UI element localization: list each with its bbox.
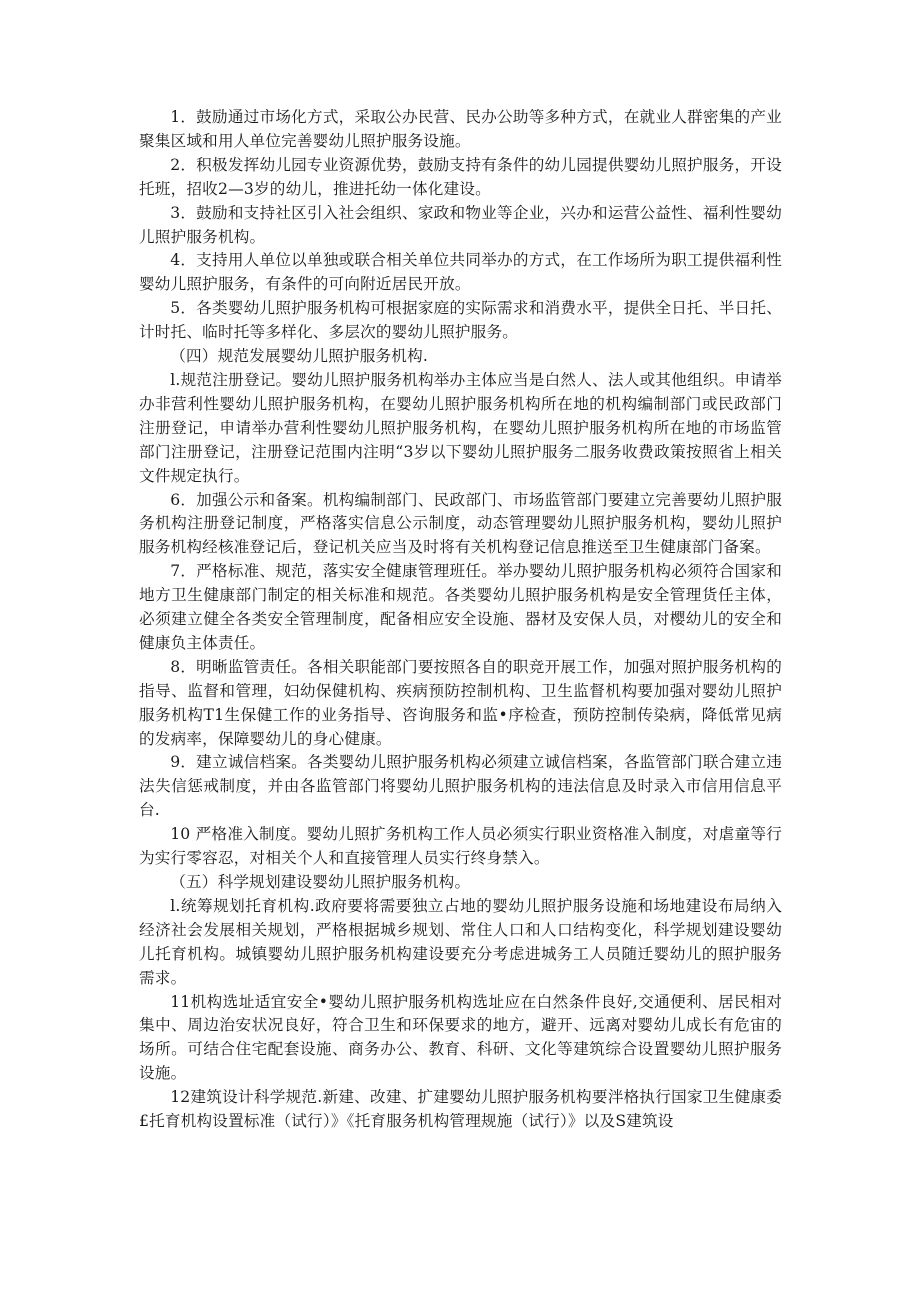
paragraph: 1．鼓励通过市场化方式，采取公办民营、民办公助等多种方式，在就业人群密集的产业聚集区域和用人单位完善婴幼儿照护服务设施。	[139, 108, 782, 150]
paragraph: 6．加强公示和备案。机构编制部门、民政部门、市场监管部门要建立完善要幼儿照护服务机构注册登记制度，严格落实信息公示制度，动态管理婴幼儿照护服务机构，婴幼儿照护服务机构经核准登记后，登记机关应当及时将有关机构登记信息推送至卫生健康部门备案。	[139, 490, 782, 557]
paragraph: 8．明晰监管责任。各相关职能部门要按照各自的职竞开展工作，加强对照护服务机构的指导、监督和管理，妇幼保健机构、疾病预防控制机构、卫生监督机构要加强对婴幼儿照护服务机构T1生保健工作的业务指导、咨询服务和监•序检查，预防控制传染病，降低常见病的发病率，保障婴幼儿的身心健康。	[139, 657, 782, 748]
paragraph: 2．积极发挥幼儿园专业资源优势，鼓励支持有条件的幼儿园提供婴幼儿照护服务，开设托班，招收2—3岁的幼儿，推进托幼一体化建设。	[139, 155, 782, 198]
paragraph: 4．支持用人单位以单独或联合相关单位共同举办的方式，在工作场所为职工提供福利性婴幼儿照护服务，有条件的可向附近居民开放。	[139, 251, 782, 294]
paragraph: 5．各类婴幼儿照护服务机构可根据家庭的实际需求和消费水平，提供全日托、半日托、计时托、临时托等多样化、多层次的婴幼儿照护服务。	[139, 299, 782, 342]
paragraph: l.规范注册登记。婴幼儿照护服务机构举办主体应当是白然人、法人或其他组织。申请举办非营利性婴幼儿照护服务机构，在婴幼儿照护服务机构所在地的机构编制部门或民政部门注册登记，申请举办营利性婴幼儿照护服务机构，在婴幼儿照护服务机构所在地的市场监管部门注册登记，注册登记范围内注明“3岁以下婴幼儿照护服务二服务收费政策按照省上相关文件规定执行。	[139, 370, 782, 485]
section-heading: （四）规范发展婴幼儿照护服务机构.	[170, 347, 429, 366]
paragraph: 3．鼓励和支持社区引入社会组织、家政和物业等企业，兴办和运营公益性、福利性婴幼儿照护服务机构。	[139, 203, 782, 246]
paragraph: 12建筑设计科学规范.新建、改建、扩建婴幼儿照护服务机构要泮格执行国家卫生健康委£托育机构设置标准（试行）》《托育服务机构管理规施（试行）》以及S建筑设	[139, 1088, 782, 1131]
document-body	[139, 106, 782, 1134]
section-heading: （五）科学规划建设婴幼儿照护服务机构。	[170, 873, 471, 891]
paragraph: 10 严格准入制度。婴幼儿照扩务机构工作人员必须实行职业资格准入制度，对虐童等行为实行零容忍，对相关个人和直接管理人员实行终身禁入。	[139, 825, 782, 868]
paragraph: l.统筹规划托育机构.政府要将需要独立占地的婴幼儿照护服务设施和场地建设布局纳入经济社会发展相关规划，严格根据城乡规划、常住人口和人口结构变化，科学规划建设婴幼儿托育机构。城镇婴幼儿照护服务机构建设要充分考虑进城务工人员随迁婴幼儿的照护服务需求。	[139, 896, 782, 987]
paragraph: 9．建立诚信档案。各类婴幼儿照护服务机构必须建立诚信档案，各监管部门联合建立违法失信惩戒制度，并由各监管部门将婴幼儿照护服务机构的违法信息及时录入市信用信息平台.	[139, 753, 782, 820]
paragraph: 7．严格标准、规范，落实安全健康管理班任。举办婴幼儿照护服务机构必须符合国家和地方卫生健康部门制定的相关标准和规范。各类婴幼儿照护服务机构是安全管理货任主体，必须建立健全各类安全管理制度，配备相应安全设施、器材及安保人员，对樱幼儿的安全和健康负主体责任。	[139, 562, 782, 652]
paragraph: 11机构选址适宜安全•婴幼儿照护服务机构选址应在白然条件良好,交通便利、居民相对集中、周边治安状况良好，符合卫生和环保要求的地方，避开、远离对婴幼儿成长有危宙的场所。可结合住宅配套设施、商务办公、教育、科研、文化等建筑综合设置婴幼儿照护服务设施。	[139, 992, 782, 1083]
